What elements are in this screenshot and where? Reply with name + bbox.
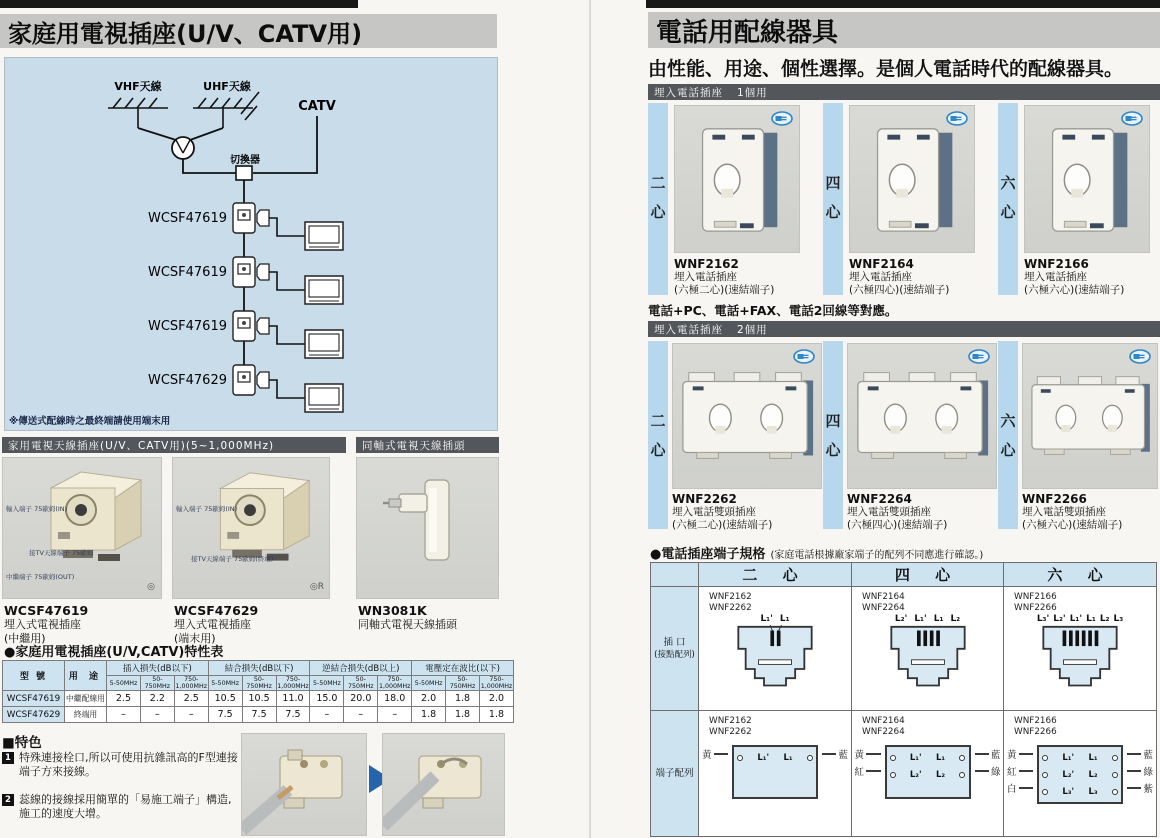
pin-label: L₃ [1113,614,1124,624]
terminal-row [890,749,966,766]
product-type: (中繼用) [4,631,46,645]
diagram-footnote: ※傳送式配線時之最終端請使用端末用 [9,416,171,427]
photo-wcsf47619 [2,457,162,599]
feature-item-2 [2,793,238,821]
switch-label: 切換器 [230,155,260,166]
right-wires [822,745,848,762]
wire-count-label: 二心 [648,175,667,233]
product-code: WNF2264 [847,492,912,506]
spec-value: – [344,707,378,723]
feature-text: 特殊連接栓口,所以可使用抗雜訊高的F型連接端子方來接線。 [19,751,238,778]
jack-outline-svg [1036,625,1124,691]
terminal-table-title-note: (家庭電話根據廠家端子的配列不同應進行確認。) [770,550,984,561]
product-name: 埋入電話雙頭插座 [672,506,756,518]
terminal-screw [807,755,813,761]
model-line: WNF2264 [862,726,905,737]
terminal-screw [1042,755,1048,761]
annotation-tv-terminal: 接TV天線端子 75歐姆(終端) [191,555,274,563]
wire-count-label: 四心 [823,413,842,471]
wire-color-label: 藍 [1143,749,1153,761]
feature-number: 2 [2,794,14,806]
terminal-models [1004,711,1156,737]
spec-value: 2.0 [479,691,513,707]
product-name: 埋入式電視插座 [4,618,81,631]
spec-value: 10.5 [208,691,242,707]
right-page-title: 電話用配線器具 [648,12,1160,48]
spec-value: 2.0 [412,691,446,707]
terminal-spec-table [650,562,1157,837]
jack-outline-svg [884,625,972,691]
terminal-screw [1112,755,1118,761]
photo-wnf2266 [1022,343,1158,489]
jack-models [1004,587,1156,613]
product-code: WNF2262 [672,492,737,506]
model-line: WNF2264 [862,602,905,613]
jack-models [852,587,1003,613]
spec-value: 2.2 [140,691,174,707]
jack-cell-2wire [699,587,852,711]
terminal-screw [890,755,896,761]
product-name: 埋入電話插座 [674,271,737,283]
band-tv-outlet: 家用電視天線插座(U/V、CATV用)(5~1,000MHz) [2,437,346,453]
terminal-label: L₂ [1088,769,1098,780]
wire-count-strip [823,103,843,295]
terminal-table-title [650,543,983,562]
wire-color-label: 白 [1007,783,1017,795]
catv-to-switch-line [253,116,317,173]
spec-table-title: ●家庭用電視插座(U/V,CATV)特性表 [4,645,224,660]
terminal-table-wrap [650,562,1157,837]
photo-wnf2262 [672,343,822,489]
coax-plug-photo-svg [357,458,498,598]
uhf-antenna-label: UHF天線 [203,80,251,93]
connector-photo-svg [383,734,504,835]
terminal-screw [890,772,896,778]
spec-value: – [174,707,208,723]
outlet-1 [233,203,343,250]
row-header-jack-line2: (接點配列) [654,649,695,660]
model-line: WNF2164 [862,716,905,726]
vhf-antenna-label: VHF天線 [114,80,162,93]
feature-text: 蕊線的接線採用簡單的「易施工端子」構造,施工的速度大增。 [19,793,232,820]
freq-header: 5-50MHz [208,676,242,691]
pin-label: L₁' [1069,614,1083,624]
right-wires [1127,745,1153,796]
product-label-wnf2266 [1022,492,1160,531]
pin-label: L₃' [1036,614,1050,624]
spec-value: – [107,707,141,723]
pin-label: L₁' [914,614,927,624]
product-code: WNF2266 [1022,492,1087,506]
group-reverse-coupling-loss: 逆結合損失(dB以上) [310,661,412,676]
model-line: WNF2166 [1014,592,1057,602]
spec-table-wrap [2,660,514,723]
product-code: WNF2166 [1024,257,1089,271]
band-phone-outlet-1 [648,84,1160,100]
pin-labels [852,614,1003,624]
model-line: WNF2266 [1014,726,1057,737]
page-gutter-line [589,0,591,838]
wire-color-label: 紫 [1143,783,1153,795]
terminal-label: L₁' [757,752,770,763]
plug-icon [968,349,990,364]
terminal-table-title-main: ●電話插座端子規格 [650,547,766,562]
band-qty: 2個用 [737,323,768,336]
product-name: 同軸式電視天線插頭 [358,618,457,631]
band-label: 埋入電話插座 [654,86,723,99]
phone-jack-photo-svg [1025,106,1149,252]
freq-header: 50-750MHz [140,676,174,691]
left-wires [702,745,728,762]
terminal-row [737,749,813,766]
terminal-label: L₂ [935,769,946,780]
product-type: (六極六心)(速結端子) [1024,283,1125,296]
pin-labels [1004,614,1156,624]
spec-value: 10.5 [242,691,276,707]
col-6wire: 六 心 [1004,563,1157,587]
outlet-2 [233,257,343,304]
terminal-cell-4wire [852,711,1004,837]
connector-photo-svg [242,734,366,835]
phone-jack-photo-svg [850,106,974,252]
product-code: WNF2162 [674,257,739,271]
annotation-tv-terminal: 接TV天線端子 75歐姆 [29,549,94,557]
group-vswr: 電壓定在波比(以下) [412,661,514,676]
use-cell: 中繼配線用 [65,691,107,707]
freq-header: 5-50MHz [412,676,446,691]
wire-count-strip [648,341,668,529]
tv-spec-table [2,660,514,723]
spec-value: – [378,707,412,723]
tv-wiring-diagram [4,57,498,431]
terminal-label: L₃' [1062,786,1075,797]
terminal-label: L₁ [1088,752,1098,763]
terminal-box [1037,745,1123,804]
jack-outline-svg [731,625,819,691]
spec-row-2 [3,707,514,723]
terminal-row [1042,783,1118,800]
vhf-antenna-icon [108,98,168,128]
terminal-row [1042,749,1118,766]
freq-header: 750-1,000MHz [175,676,208,690]
spec-value: 7.5 [276,707,310,723]
product-label-wcsf47629 [174,603,334,645]
product-name: 埋入電話插座 [1024,271,1087,283]
wire-color-label: 綠 [990,766,1001,778]
row-header-terminal: 端子配列 [651,711,699,837]
annotation-input-terminal: 輸入端子 75歐姆(IN) [6,505,68,513]
product-type: (六極六心)(速結端子) [1022,518,1123,531]
col-use: 用 途 [65,661,107,691]
jack-diagram [852,625,1003,691]
model-line: WNF2164 [862,592,905,602]
pin-labels [699,614,851,624]
product-code: WCSF47629 [174,603,259,618]
terminal-diagram [699,745,851,823]
tv-wiring-diagram-svg [5,58,499,432]
product-code: WCSF47619 [4,603,89,618]
spec-value: 2.5 [107,691,141,707]
freq-header: 50-750MHz [242,676,276,691]
terminal-cell-6wire [1004,711,1157,837]
pin-label: L₂ [950,614,961,624]
use-cell: 終端用 [65,707,107,723]
product-type: (六極二心)(速結端子) [674,283,775,296]
wire-count-strip [998,103,1018,295]
mixer-icon [138,128,223,159]
terminal-label: L₁ [935,752,946,763]
uhf-antenna-icon [193,92,259,128]
model-cell: WCSF47619 [3,691,65,707]
wire-color-label: 綠 [1143,766,1153,778]
wire-count-label: 六心 [998,413,1017,471]
wire-color-label: 黄 [1007,749,1017,761]
wire-count-label: 六心 [998,175,1017,233]
terminal-screw [959,772,965,778]
photo-wnf2164 [849,105,975,253]
product-name: 埋入電話雙頭插座 [1022,506,1106,518]
product-type: (六極四心)(速結端子) [849,283,950,296]
terminal-diagram [852,745,1003,823]
freq-header: 5-50MHz [107,676,141,691]
product-label-wcsf47619 [4,603,164,645]
spec-value: 1.8 [412,707,446,723]
spec-value: 1.8 [479,707,513,723]
jack-diagram [1004,625,1156,691]
cert-mark: ◎ [147,582,155,592]
phone-double-jack-photo-svg [848,344,996,488]
row-header-jack-line1: 插 口 [663,636,686,648]
spec-value: 7.5 [242,707,276,723]
switch-box [236,166,252,180]
phone-double-jack-photo-svg [1023,344,1157,488]
jack-cell-4wire [852,587,1004,711]
freq-header: 750-1,000MHz [378,676,411,690]
pin-label: L₁ [933,614,944,624]
row-header-jack [651,587,699,711]
spec-value: 1.8 [446,707,480,723]
outlet-4 [233,365,343,412]
product-label-wnf2164 [849,257,999,296]
spec-value: 20.0 [344,691,378,707]
model-line: WNF2262 [709,602,752,613]
wire-count-strip [823,341,843,529]
left-page-title: 家庭用電視插座(U/V、CATV用) [0,14,497,48]
product-name: 埋入式電視插座 [174,618,251,631]
col-4wire: 四 心 [852,563,1004,587]
product-name: 埋入電話插座 [849,271,912,283]
terminal-label: L₁ [783,752,793,763]
product-code: WNF2164 [849,257,914,271]
terminal-screw [1042,772,1048,778]
annotation-input-terminal: 輸入端子 75歐姆(IN) [176,505,238,513]
wire-color-label: 黄 [854,749,865,761]
photo-wn3081k [356,457,499,599]
col-2wire: 二 心 [699,563,852,587]
wire-color-label: 黄 [702,749,712,761]
left-wires [1007,745,1033,796]
product-label-wnf2264 [847,492,997,531]
plug-icon [793,349,815,364]
terminal-models [852,711,1003,737]
outlet-3 [233,311,343,358]
photo-wnf2162 [674,105,800,253]
terminal-screw [959,755,965,761]
catv-label: CATV [298,99,336,114]
left-top-rule [0,0,358,8]
outlet-2-model: WCSF47619 [147,265,227,280]
terminal-screw [1112,789,1118,795]
spec-row-1 [3,691,514,707]
jack-cell-6wire [1004,587,1157,711]
model-cell: WCSF47629 [3,707,65,723]
terminal-screw [737,755,743,761]
outlet-4-model: WCSF47629 [147,373,227,388]
plug-icon [771,111,793,126]
model-line: WNF2166 [1014,716,1057,726]
jack-diagram [699,625,851,691]
tv-outlet-photo-svg [173,458,329,598]
terminal-row [890,766,966,783]
band-phone-outlet-2 [648,321,1160,337]
terminal-models [699,711,851,737]
spec-value: – [140,707,174,723]
terminal-screw [1042,789,1048,795]
features-title: ■特色 [2,735,42,751]
photo-wnf2264 [847,343,997,489]
group-insertion-loss: 插入損失(dB以下) [107,661,209,676]
plug-icon [946,111,968,126]
terminal-box [732,745,818,799]
spec-value: 7.5 [208,707,242,723]
wire-count-strip [998,341,1018,529]
annotation-relay-terminal: 中繼端子 75歐姆(OUT) [6,573,75,581]
terminal-diagram [1004,745,1156,823]
pin-label: L₂ [1099,614,1110,624]
spec-value: 2.5 [174,691,208,707]
product-label-wn3081k [358,603,508,632]
product-type: (六極二心)(速結端子) [672,518,773,531]
phone-double-jack-photo-svg [673,344,821,488]
group-coupling-loss: 結合損失(dB以下) [208,661,310,676]
mixer-to-switch-line [183,159,236,173]
pin-label: L₁ [1086,614,1096,624]
right-page-subtitle: 由性能、用途、個性選擇。是個人電話時代的配線器具。 [648,58,1124,80]
terminal-row [1042,766,1118,783]
spec-value: 18.0 [378,691,412,707]
pin-label: L₁ [779,614,790,624]
band-qty: 1個用 [737,86,768,99]
outlet-3-model: WCSF47619 [147,319,227,334]
spec-value: – [310,707,344,723]
feature-photo-before [241,733,367,836]
plug-icon [1129,349,1151,364]
pin-label: L₂' [894,614,908,624]
model-line: WNF2162 [709,592,752,602]
wire-color-label: 藍 [838,749,848,761]
spec-value: 15.0 [310,691,344,707]
plug-icon [1121,111,1143,126]
terminal-label: L₁' [909,752,922,763]
outlet-1-model: WCSF47619 [147,211,227,226]
feature-item-1 [2,751,238,779]
wire-count-label: 四心 [823,175,842,233]
product-label-wnf2166 [1024,257,1160,296]
terminal-label: L₂' [909,769,922,780]
wire-count-label: 二心 [648,413,667,471]
photo-wnf2166 [1024,105,1150,253]
wire-color-label: 藍 [990,749,1001,761]
model-line: WNF2162 [709,716,752,726]
terminal-box [885,745,971,799]
terminal-cell-2wire [699,711,852,837]
pin-label: L₁' [760,614,773,624]
product-code: WN3081K [358,603,427,618]
corner-cell [651,563,699,587]
terminal-label: L₃ [1088,786,1098,797]
spec-value: 1.8 [446,691,480,707]
outlet-chain [233,203,343,412]
photo-wcsf47629 [172,457,330,599]
right-wires [975,745,1001,779]
feature-photo-after [382,733,505,836]
product-type: (端末用) [174,631,216,645]
feature-number: 1 [2,752,14,764]
wire-color-label: 紅 [854,766,865,778]
product-name: 埋入電話雙頭插座 [847,506,931,518]
pin-label: L₂' [1053,614,1066,624]
model-line: WNF2262 [709,726,752,737]
freq-header: 50-750MHz [446,676,480,691]
cert-mark: ◎R [309,582,324,592]
freq-header: 750-1,000MHz [277,676,309,690]
terminal-label: L₂' [1062,769,1075,780]
model-line: WNF2266 [1014,602,1057,613]
freq-header: 50-750MHz [344,676,378,691]
spec-value: 11.0 [276,691,310,707]
freq-header: 5-50MHz [310,676,344,691]
freq-header: 750-1,000MHz [480,676,513,690]
right-top-rule [646,0,1160,8]
product-label-wnf2262 [672,492,822,531]
band-label: 埋入電話插座 [654,323,723,336]
product-type: (六極四心)(速結端子) [847,518,948,531]
phone-jack-photo-svg [675,106,799,252]
terminal-label: L₁' [1062,752,1075,763]
left-wires [855,745,881,779]
product-label-wnf2162 [674,257,824,296]
middle-note: 電話+PC、電話+FAX、電話2回線等對應。 [648,303,898,318]
terminal-screw [1112,772,1118,778]
wire-color-label: 紅 [1007,766,1017,778]
wire-count-strip [648,103,668,295]
band-coax-plug: 同軸式電視天線插頭 [356,437,499,453]
col-model: 型 號 [3,661,65,691]
jack-models [699,587,851,613]
